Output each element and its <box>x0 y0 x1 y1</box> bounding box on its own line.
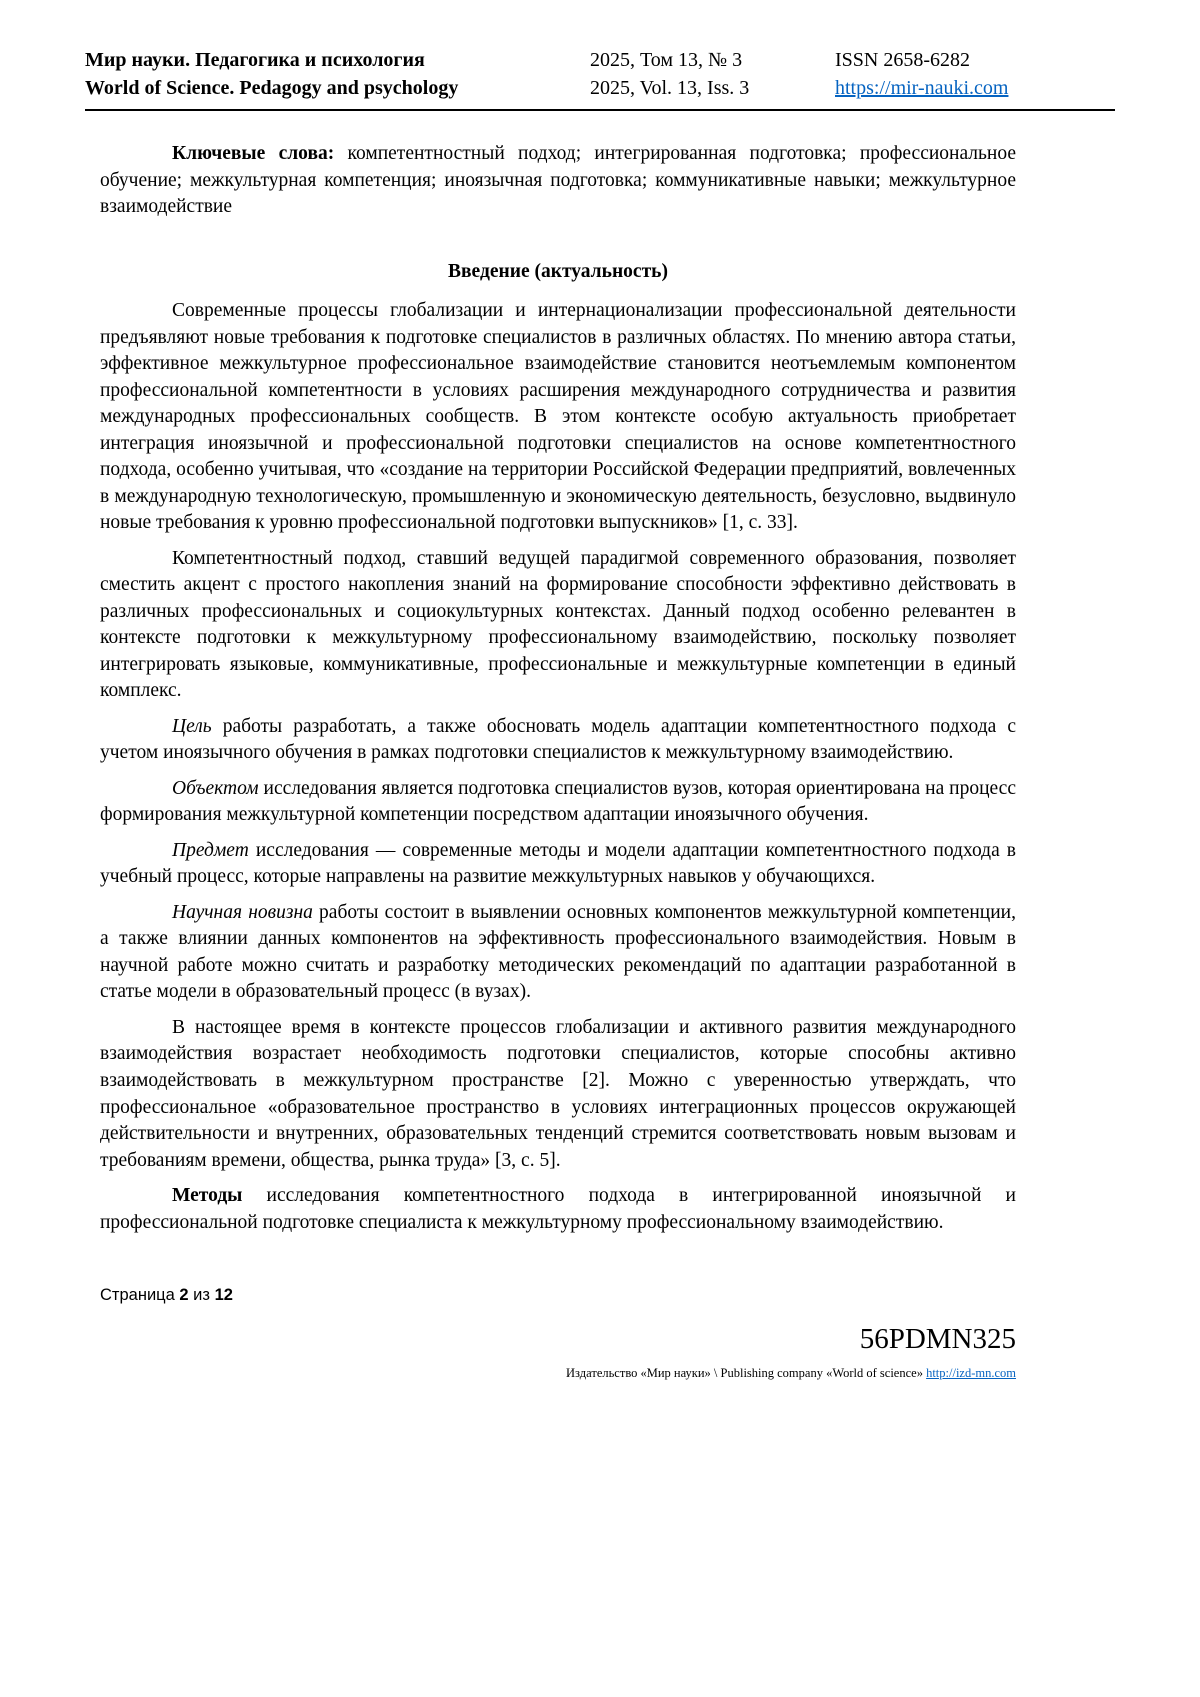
page-current: 2 <box>179 1286 189 1305</box>
publisher-line <box>100 1366 1016 1381</box>
page-header <box>85 46 1115 111</box>
issue-info-ru: 2025, Том 13, № 3 <box>590 49 743 71</box>
issue-info-block <box>590 46 835 102</box>
article-code: 56PDMN325 <box>859 1323 1016 1356</box>
page-total: 12 <box>214 1286 233 1305</box>
journal-url-link[interactable]: https://mir-nauki.com <box>835 77 1009 99</box>
journal-title-ru: Мир науки. Педагогика и психология <box>85 49 425 71</box>
keywords-text: компетентностный подход; интегрированная подготовка; профессиональное обучение; межкультурная компетенция; иноязычная подготовка; коммуникативные навыки; межкультурное взаимодействие <box>100 143 1017 218</box>
paragraph-methods <box>100 1183 1016 1236</box>
page-footer <box>100 1286 1016 1381</box>
keywords-label: Ключевые слова: <box>172 143 335 164</box>
paragraph-2-text: Компетентностный подход, ставший ведущей парадигмой современного образования, позволяет сместить акцент с простого накопления знаний на формирование способности эффективно действовать в различных профессиональных и социокультурных контекстах. Данный подход особенно релевантен в контексте подготовки к межкультурному профессиональному взаимодействию, поскольку позволяет интегрировать языковые, коммуникативные, профессиональные и межкультурные компетенции в единый комплекс. <box>100 547 1016 702</box>
publisher-url-link[interactable]: http://izd-mn.com <box>926 1366 1016 1381</box>
paragraph-novelty-lead: Научная новизна <box>172 901 313 923</box>
paragraph-methods-text: исследования компетентностного подхода в интегрированной иноязычной и профессиональной подготовке специалиста к межкультурному профессиональному взаимодействию. <box>100 1185 1016 1233</box>
paragraph-novelty <box>100 900 1016 1006</box>
journal-title-block <box>85 46 590 102</box>
paragraph-2 <box>100 546 1016 705</box>
paragraph-1 <box>100 298 1016 537</box>
header-row <box>85 46 1115 102</box>
paragraph-object-text: исследования является подготовка специалистов вузов, которая ориентирована на процесс формирования межкультурной компетенции посредством адаптации иноязычного обучения. <box>100 777 1016 826</box>
article-body <box>100 141 1016 1236</box>
paragraph-subject-lead: Предмет <box>172 839 249 861</box>
section-heading: Введение (актуальность) <box>448 260 668 282</box>
paragraph-novelty-text: работы состоит в выявлении основных компонентов межкультурной компетенции, а также влиянии данных компонентов на эффективность профессионального взаимодействия. Новым в научной работе можно считать и разработку методических рекомендаций по адаптации разработанной в статье модели в образовательный процесс (в вузах). <box>100 901 1016 1003</box>
paragraph-7 <box>100 1015 1016 1174</box>
page-of-label: из <box>193 1286 210 1305</box>
paragraph-goal <box>100 714 1016 767</box>
paragraph-goal-lead: Цель <box>172 715 212 737</box>
publisher-text: Издательство «Мир науки» \ Publishing company «World of science» <box>566 1366 923 1381</box>
issn-number: ISSN 2658-6282 <box>835 49 971 71</box>
paragraph-1-text: Современные процессы глобализации и интернационализации профессиональной деятельности предъявляют новые требования к подготовке специалистов в различных областях. По мнению автора статьи, эффективное межкультурное профессиональное взаимодействие становится неотъемлемым компонентом профессиональной компетентности в условиях расширения международного сотрудничества и развития международных профессиональных сообществ. В этом контексте особую актуальность приобретает интеграция иноязычной и профессиональной подготовки специалистов на основе компетентностного подхода, особенно учитывая, что «создание на территории Российской Федерации предприятий, вовлеченных в международную технологическую, промышленную и экономическую деятельность, безусловно, выдвинуло новые требования к уровню профессиональной подготовки выпускников» [1, с. 33]. <box>100 300 1016 534</box>
paragraph-goal-text: работы разработать, а также обосновать модель адаптации компетентностного подхода с учетом иноязычного обучения в рамках подготовки специалистов к межкультурному взаимодействию. <box>100 715 1016 764</box>
keywords-paragraph <box>100 141 1016 221</box>
paragraph-methods-lead: Методы <box>172 1185 243 1207</box>
paragraph-object <box>100 776 1016 829</box>
paragraph-object-lead: Объектом <box>172 777 259 799</box>
page-label: Страница <box>100 1286 175 1305</box>
issue-info-en: 2025, Vol. 13, Iss. 3 <box>590 77 750 99</box>
paragraph-subject <box>100 838 1016 891</box>
issn-block <box>835 46 1115 102</box>
page-number-line <box>100 1286 1016 1305</box>
paragraph-subject-text: исследования — современные методы и модели адаптации компетентностного подхода в учебный процесс, которые направлены на развитие межкультурных навыков у обучающихся. <box>100 839 1016 888</box>
journal-title-en: World of Science. Pedagogy and psychology <box>85 77 459 99</box>
header-divider <box>85 109 1115 111</box>
paragraph-7-text: В настоящее время в контексте процессов глобализации и активного развития международного взаимодействия возрастает необходимость подготовки специалистов, которые способны активно взаимодействовать в межкультурном пространстве [2]. Можно с уверенностью утверждать, что профессиональное «образовательное пространство в условиях интеграционных процессов окружающей действительности и внутренних, образовательных тенденций стремится соответствовать новым вызовам и требованиям времени, общества, рынка труда» [3, с. 5]. <box>100 1016 1016 1171</box>
